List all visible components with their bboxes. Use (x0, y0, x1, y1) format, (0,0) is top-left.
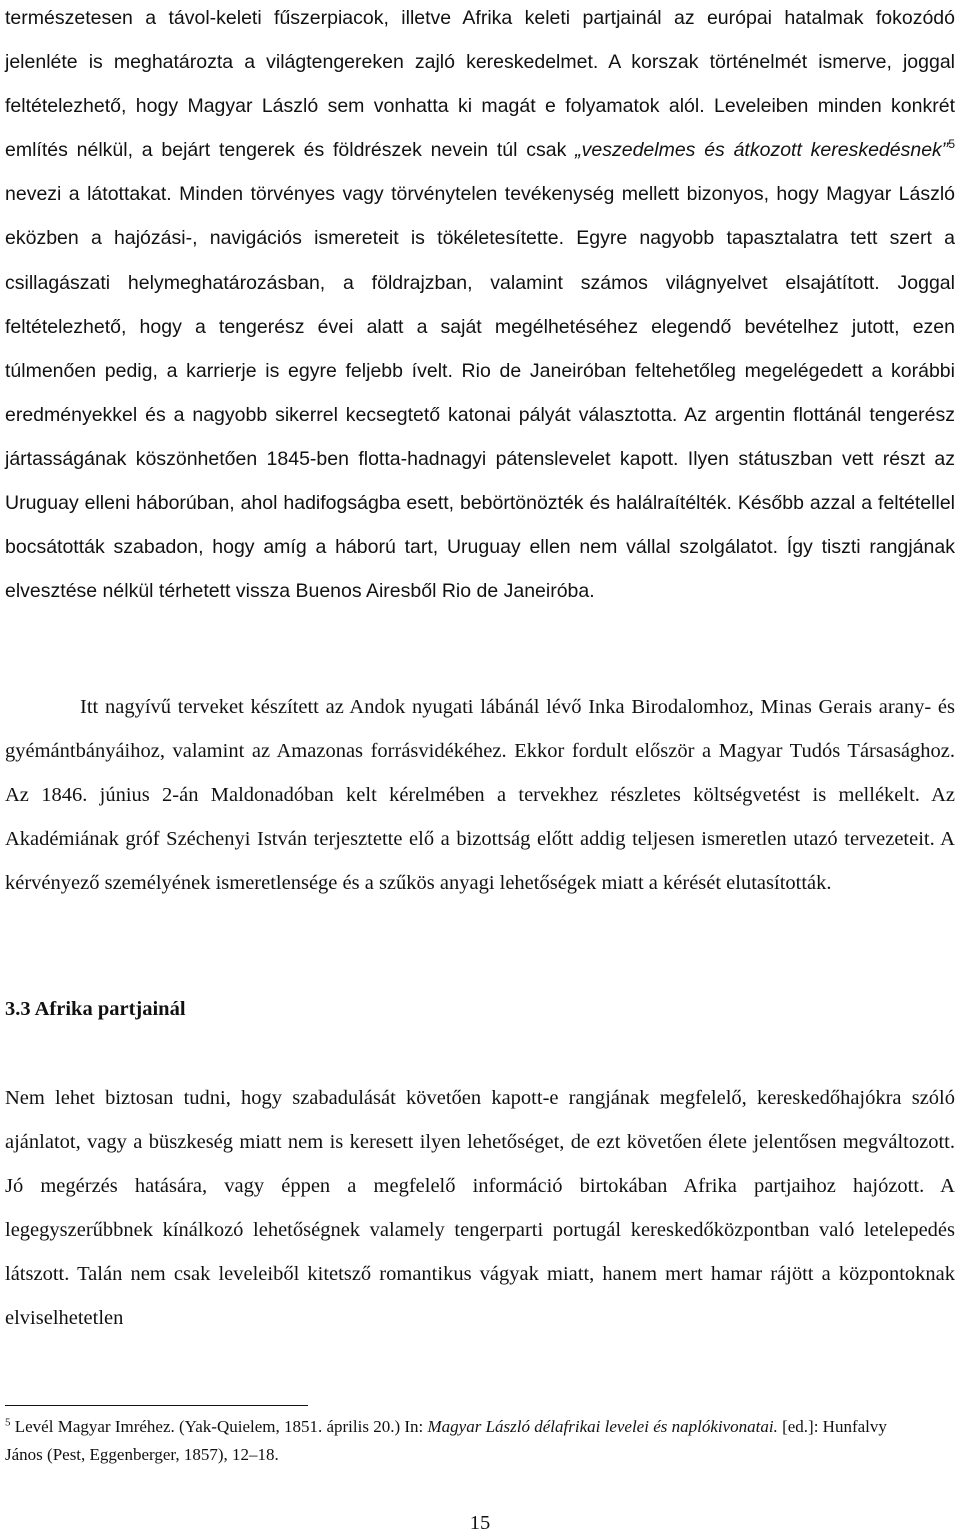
paragraph-3 (5, 1076, 955, 1341)
paragraph-1-text-b: Leveleiben minden konkrét említés nélkül, a bejárt tengerek és földrészek nevein túl csak (5, 95, 955, 162)
paragraph-2-text: Itt nagyívű terveket készített az Andok nyugati lábánál lévő Inka Birodalomhoz, Minas Gerais arany- és gyémántbányáihoz, valamint az Amazonas forrásvidékéhez. Ekkor fordult először a Magyar Tudós Társasághoz. Az 1846. június 2-án Maldonadóban kelt kérelmében a tervekhez részletes költségvetést is mellékelt. Az Akadémiának gróf Széchenyi István terjesztette elő a bizottság előtt addig teljesen ismeretlen utazó tervezeteit. A kérvényező személyének ismeretlensége és a szűkös anyagi lehetőségek miatt a kérését elutasították. (5, 696, 955, 895)
page-number: 15 (469, 1512, 491, 1534)
footnote (5, 1413, 905, 1469)
paragraph-2 (5, 685, 955, 905)
footnote-text-b: [ed.]: Hunfalvy János (Pest, Eggenberger, 1857), 12–18. (5, 1417, 887, 1464)
footnote-separator (5, 1405, 308, 1406)
paragraph-3-text: Nem lehet biztosan tudni, hogy szabadulását követően kapott-e rangjának megfelelő, kereskedőhajókra szóló ajánlatot, vagy a büszkeség miatt nem is keresett ilyen lehetőséget, de ezt követően élete jelentősen megváltozott. Jó megérzés hatására, vagy éppen a megfelelő információ birtokában Afrika partjaihoz hajózott. A legegyszerűbbnek kínálkozó lehetőségnek valamely tengerparti portugál kereskedőközpontban való letelepedés látszott. Talán nem csak leveleiből kitetsző romantikus vágyak miatt, hanem mert hamar rájött a központoknak elviselhetetlen (5, 1087, 955, 1330)
section-heading: 3.3 Afrika partjainál (5, 998, 186, 1020)
footnote-text-a: Levél Magyar Imréhez. (Yak-Quielem, 1851. április 20.) In: (10, 1417, 428, 1436)
footnote-number: 5 (5, 1416, 11, 1429)
footnote-book-title: Magyar László délafrikai levelei és naplókivonatai. (427, 1417, 778, 1436)
paragraph-1-text-e: Joggal feltételezhető, hogy a tengerész évei alatt a saját megélhetéséhez elegendő bevételhez jutott, ezen túlmenően pedig, a karrierje is egyre feljebb ívelt. Rio de Janeiróban feltehetőleg megelégedett a korábbi eredményekkel és a nagyobb sikerrel kecsegtető katonai pályát választotta. Az argentin flottánál tengerész jártasságának köszönhetően 1845-ben flotta-hadnagyi pátenslevelet kapott. Ilyen státuszban vett részt az Uruguay elleni háborúban, ahol hadifogságba esett, bebörtönözték és halálraítélték. Később azzal a feltétellel bocsátották szabadon, hogy amíg a háború tart, Uruguay ellen nem vállal szolgálatot. Így tiszti rangjának elvesztése nélkül térhetett vissza Buenos Airesből Rio de Janeiróba. (5, 271, 955, 603)
paragraph-1-text-a: természetesen a távol-keleti fűszerpiacok, illetve Afrika keleti partjainál az európai hatalmak fokozódó jelenléte is meghatározta a világtengereken zajló kereskedelmet. A korszak történelmét ismerve, joggal feltételezhető, hogy Magyar László sem vonhatta ki magát e folyamatok alól. (5, 7, 955, 118)
paragraph-1-text-d: Egyre nagyobb tapasztalatra tett szert a csillagászati helymeghatározásban, a földrajzban, valamint számos világnyelvet elsajátított. (5, 227, 955, 294)
quoted-phrase: „veszedelmes és átkozott kereskedésnek” (575, 139, 949, 162)
footnote-reference[interactable]: 5 (948, 136, 955, 151)
paragraph-1 (5, 0, 955, 613)
paragraph-1-text-c: nevezi a látottakat. Minden törvényes vagy törvénytelen tevékenység mellett bizonyos, hogy Magyar László eközben a hajózási-, navigációs ismereteit is tökéletesítette. (5, 183, 955, 250)
